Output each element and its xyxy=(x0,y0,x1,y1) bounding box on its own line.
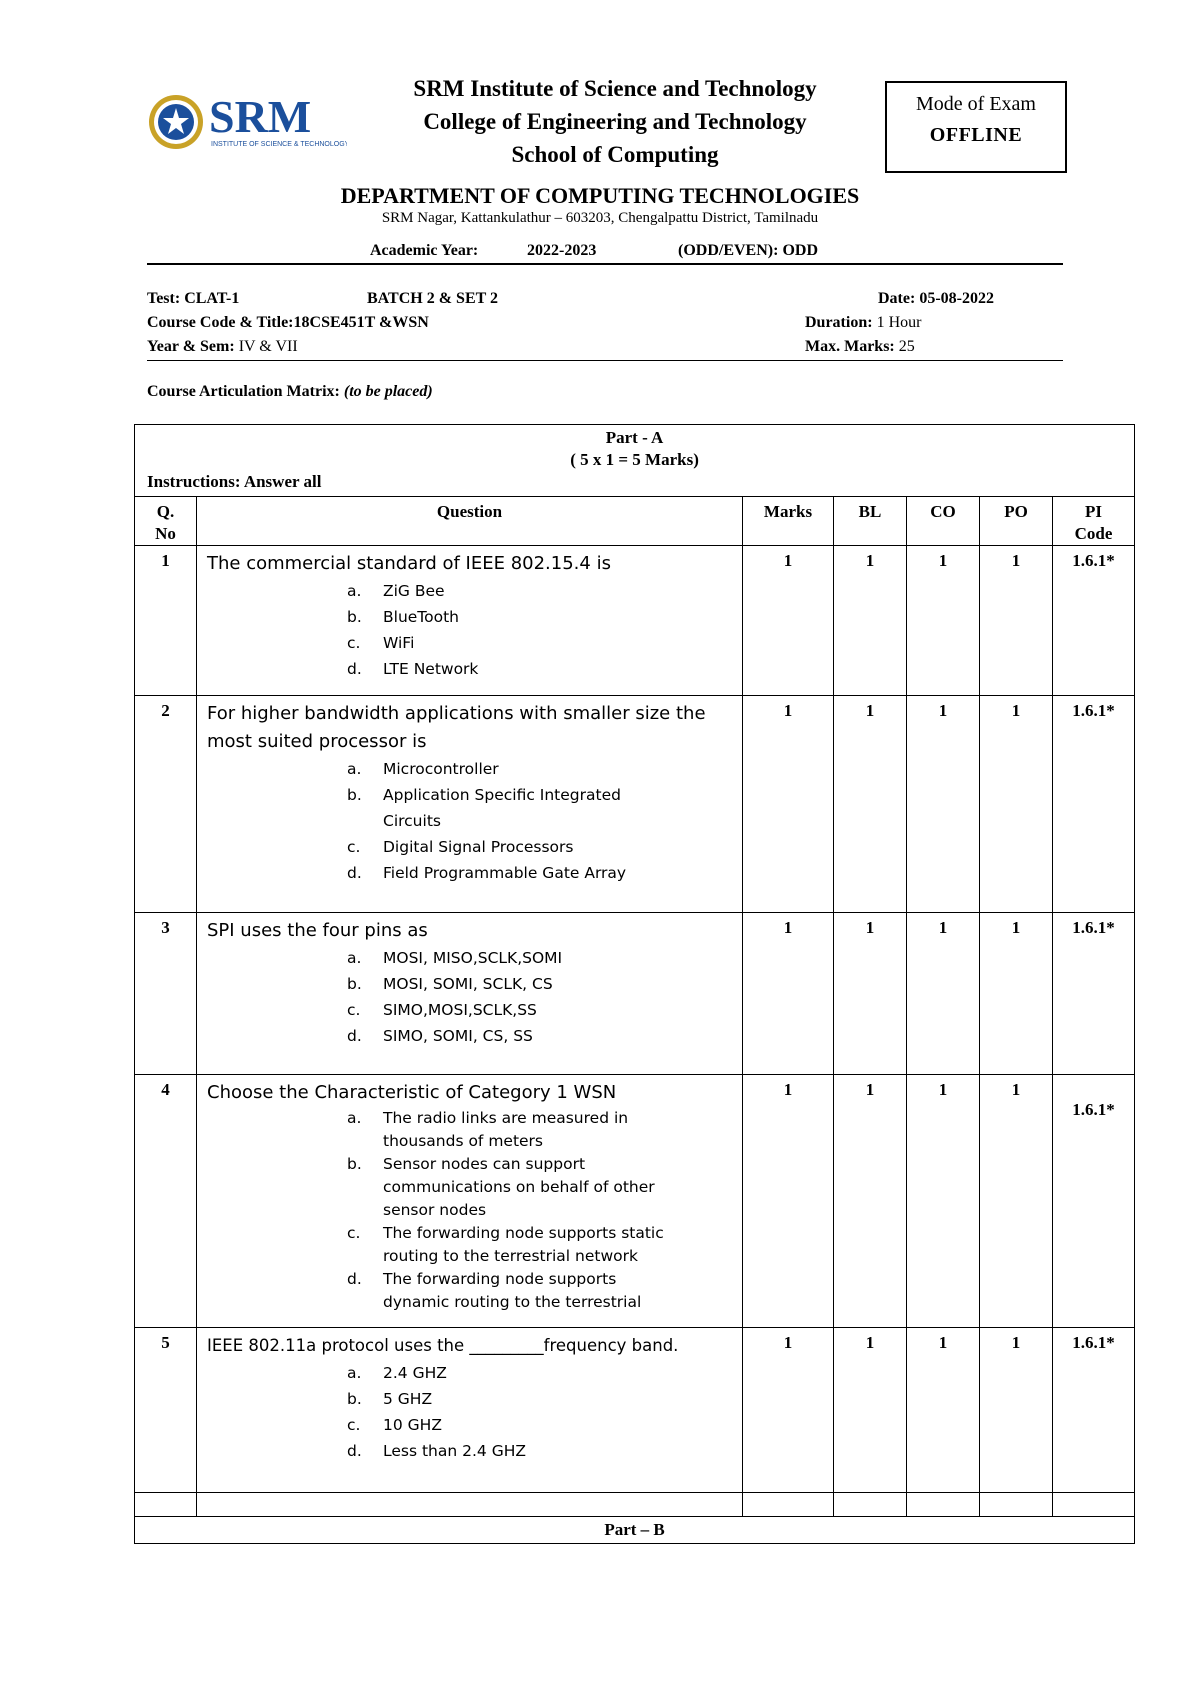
articulation-note: (to be placed) xyxy=(343,383,433,400)
po-value: 1 xyxy=(980,1328,1053,1493)
col-header-pi-code xyxy=(1053,497,1135,546)
option-letter: d. xyxy=(347,1442,362,1460)
option-text: The radio links are measured in thousands of meters xyxy=(383,1109,629,1150)
col-code-text: Code xyxy=(1074,524,1113,543)
option-letter: c. xyxy=(347,1224,361,1242)
year-label: Year & Sem: xyxy=(147,338,235,355)
option-letter: d. xyxy=(347,1027,362,1045)
mode-label: Mode of Exam xyxy=(916,93,1036,115)
question-number: 1 xyxy=(135,546,197,696)
option xyxy=(347,1360,732,1386)
option-letter: a. xyxy=(347,582,362,600)
option-letter: b. xyxy=(347,1155,362,1173)
option-text: 5 GHZ xyxy=(383,1390,433,1408)
header-divider xyxy=(147,263,1063,265)
option-letter: b. xyxy=(347,608,362,626)
question-text: The commercial standard of IEEE 802.15.4 is xyxy=(207,553,611,574)
question-number: 4 xyxy=(135,1075,197,1328)
question-cell xyxy=(197,1075,743,1328)
max-marks-label: Max. Marks: xyxy=(805,338,895,355)
pi-code-value: 1.6.1* xyxy=(1053,696,1135,913)
option-text: Microcontroller xyxy=(383,760,499,778)
question-number: 3 xyxy=(135,913,197,1075)
year-value: IV & VII xyxy=(238,338,298,355)
empty-cell xyxy=(197,1493,743,1517)
col-q-text: Q. xyxy=(156,502,175,521)
col-pi-text: PI xyxy=(1085,502,1103,521)
marks-value: 1 xyxy=(743,1075,834,1328)
option xyxy=(347,1412,732,1438)
option xyxy=(347,630,732,656)
option xyxy=(347,997,732,1023)
marks-value: 1 xyxy=(743,696,834,913)
articulation-label: Course Articulation Matrix: xyxy=(147,383,340,400)
question-number: 2 xyxy=(135,696,197,913)
co-value: 1 xyxy=(907,913,980,1075)
part-a-instructions: Instructions: Answer all xyxy=(147,472,322,491)
test-name: Test: CLAT-1 xyxy=(147,290,240,307)
option xyxy=(347,756,732,782)
options-list xyxy=(207,578,732,682)
duration-info xyxy=(805,314,921,332)
option xyxy=(347,1268,677,1314)
option-letter: c. xyxy=(347,838,361,856)
question-text: SPI uses the four pins as xyxy=(207,920,428,941)
logo-subtext: INSTITUTE OF SCIENCE & TECHNOLOGY xyxy=(211,141,347,148)
option xyxy=(347,834,732,860)
bl-value: 1 xyxy=(834,1075,907,1328)
options-list xyxy=(207,756,732,886)
empty-cell xyxy=(1053,1493,1135,1517)
academic-year-value: 2022-2023 xyxy=(527,242,597,259)
institution-name: SRM Institute of Science and Technology xyxy=(413,76,817,101)
co-value: 1 xyxy=(907,546,980,696)
address: SRM Nagar, Kattankulathur – 603203, Chengalpattu District, Tamilnadu xyxy=(381,210,819,226)
option-text: The forwarding node supports static routing to the terrestrial network xyxy=(383,1224,664,1265)
pi-code-value: 1.6.1* xyxy=(1053,1328,1135,1493)
co-value: 1 xyxy=(907,1075,980,1328)
part-a-marks: ( 5 x 1 = 5 Marks) xyxy=(570,450,699,469)
question-text: For higher bandwidth applications with smaller size the most suited processor is xyxy=(207,703,706,752)
option-letter: b. xyxy=(347,975,362,993)
mode-value: OFFLINE xyxy=(929,124,1023,146)
part-b-title: Part – B xyxy=(135,1517,1135,1544)
college-name: College of Engineering and Technology xyxy=(423,109,807,134)
empty-cell xyxy=(834,1493,907,1517)
option-letter: c. xyxy=(347,634,361,652)
option xyxy=(347,945,732,971)
empty-cell xyxy=(980,1493,1053,1517)
mode-of-exam-box xyxy=(885,81,1067,173)
year-sem-info xyxy=(147,338,298,356)
option-text: Field Programmable Gate Array xyxy=(383,864,627,882)
po-value: 1 xyxy=(980,546,1053,696)
question-number: 5 xyxy=(135,1328,197,1493)
option xyxy=(347,1386,732,1412)
academic-year-label: Academic Year: xyxy=(370,242,479,259)
empty-cell xyxy=(907,1493,980,1517)
option-text: MOSI, SOMI, SCLK, CS xyxy=(383,975,553,993)
option-letter: a. xyxy=(347,1364,362,1382)
logo-text: SRM xyxy=(209,92,312,142)
option-text: LTE Network xyxy=(383,660,479,678)
duration-label: Duration: xyxy=(805,314,873,331)
options-list xyxy=(207,1107,677,1314)
bl-value: 1 xyxy=(834,696,907,913)
option-letter: c. xyxy=(347,1416,361,1434)
col-header-po: PO xyxy=(980,497,1053,546)
bl-value: 1 xyxy=(834,1328,907,1493)
col-header-marks: Marks xyxy=(743,497,834,546)
col-header-question: Question xyxy=(197,497,743,546)
info-divider xyxy=(147,360,1063,361)
max-marks-value: 25 xyxy=(898,338,915,355)
question-cell xyxy=(197,913,743,1075)
option xyxy=(347,1023,732,1049)
option-text: The forwarding node supports dynamic routing to the terrestrial xyxy=(383,1270,642,1311)
option-text: ZiG Bee xyxy=(383,582,445,600)
option-text: Sensor nodes can support communications on behalf of other sensor nodes xyxy=(383,1155,655,1219)
course-label: Course Code & Title: xyxy=(147,314,294,331)
option xyxy=(347,656,732,682)
column-header-row xyxy=(135,497,1135,546)
articulation-matrix xyxy=(147,383,433,401)
part-a-header xyxy=(135,425,1135,497)
option-text: SIMO,MOSI,SCLK,SS xyxy=(383,1001,537,1019)
pi-code-value: 1.6.1* xyxy=(1053,1075,1135,1328)
option-letter: d. xyxy=(347,864,362,882)
col-header-qno xyxy=(135,497,197,546)
option-text: WiFi xyxy=(383,634,415,652)
bl-value: 1 xyxy=(834,913,907,1075)
empty-cell xyxy=(743,1493,834,1517)
option-text: 10 GHZ xyxy=(383,1416,442,1434)
max-marks-info xyxy=(805,338,915,356)
option-letter: c. xyxy=(347,1001,361,1019)
option-letter: d. xyxy=(347,660,362,678)
option xyxy=(347,1107,677,1153)
empty-cell xyxy=(135,1493,197,1517)
institution-block xyxy=(370,72,860,171)
po-value: 1 xyxy=(980,1075,1053,1328)
option xyxy=(347,1153,677,1222)
question-text: IEEE 802.11a protocol uses the _________frequency band. xyxy=(207,1336,679,1355)
question-text: Choose the Characteristic of Category 1 WSN xyxy=(207,1082,617,1103)
option-text: Application Specific Integrated Circuits xyxy=(383,786,621,830)
department-title: DEPARTMENT OF COMPUTING TECHNOLOGIES xyxy=(340,183,860,208)
batch-set: BATCH 2 & SET 2 xyxy=(367,290,498,307)
question-row-2 xyxy=(135,696,1135,913)
option-letter: a. xyxy=(347,760,362,778)
course-info xyxy=(147,314,429,332)
options-list xyxy=(207,1360,732,1464)
option-letter: d. xyxy=(347,1270,362,1288)
po-value: 1 xyxy=(980,696,1053,913)
bl-value: 1 xyxy=(834,546,907,696)
option xyxy=(347,1438,732,1464)
marks-value: 1 xyxy=(743,546,834,696)
col-header-bl: BL xyxy=(834,497,907,546)
option-text: SIMO, SOMI, CS, SS xyxy=(383,1027,533,1045)
question-cell xyxy=(197,1328,743,1493)
option-letter: a. xyxy=(347,949,362,967)
marks-value: 1 xyxy=(743,1328,834,1493)
question-row-1 xyxy=(135,546,1135,696)
part-a-header-row xyxy=(135,425,1135,497)
co-value: 1 xyxy=(907,1328,980,1493)
semester-type: (ODD/EVEN): ODD xyxy=(678,242,818,259)
srm-logo xyxy=(147,92,347,154)
options-list xyxy=(207,945,732,1049)
school-name: School of Computing xyxy=(511,142,719,167)
option xyxy=(347,782,673,834)
exam-date: Date: 05-08-2022 xyxy=(878,290,994,307)
po-value: 1 xyxy=(980,913,1053,1075)
question-cell xyxy=(197,696,743,913)
option xyxy=(347,971,732,997)
part-a-title: Part - A xyxy=(605,428,664,447)
empty-row xyxy=(135,1493,1135,1517)
option xyxy=(347,578,732,604)
option-text: BlueTooth xyxy=(383,608,460,626)
option-letter: b. xyxy=(347,786,362,804)
course-value: 18CSE451T &WSN xyxy=(293,314,429,331)
question-row-3 xyxy=(135,913,1135,1075)
pi-code-value: 1.6.1* xyxy=(1053,546,1135,696)
option-text: Digital Signal Processors xyxy=(383,838,574,856)
col-header-co: CO xyxy=(907,497,980,546)
option-letter: b. xyxy=(347,1390,362,1408)
co-value: 1 xyxy=(907,696,980,913)
option xyxy=(347,1222,677,1268)
option xyxy=(347,604,732,630)
col-no-text: No xyxy=(155,524,176,543)
part-b-header-row xyxy=(135,1517,1135,1544)
option xyxy=(347,860,732,886)
option-text: Less than 2.4 GHZ xyxy=(383,1442,526,1460)
pi-code-value: 1.6.1* xyxy=(1053,913,1135,1075)
option-text: MOSI, MISO,SCLK,SOMI xyxy=(383,949,563,967)
option-text: 2.4 GHZ xyxy=(383,1364,447,1382)
question-table xyxy=(134,424,1135,1544)
duration-value: 1 Hour xyxy=(876,314,922,331)
question-row-4 xyxy=(135,1075,1135,1328)
option-letter: a. xyxy=(347,1109,362,1127)
question-cell xyxy=(197,546,743,696)
marks-value: 1 xyxy=(743,913,834,1075)
question-row-5 xyxy=(135,1328,1135,1493)
